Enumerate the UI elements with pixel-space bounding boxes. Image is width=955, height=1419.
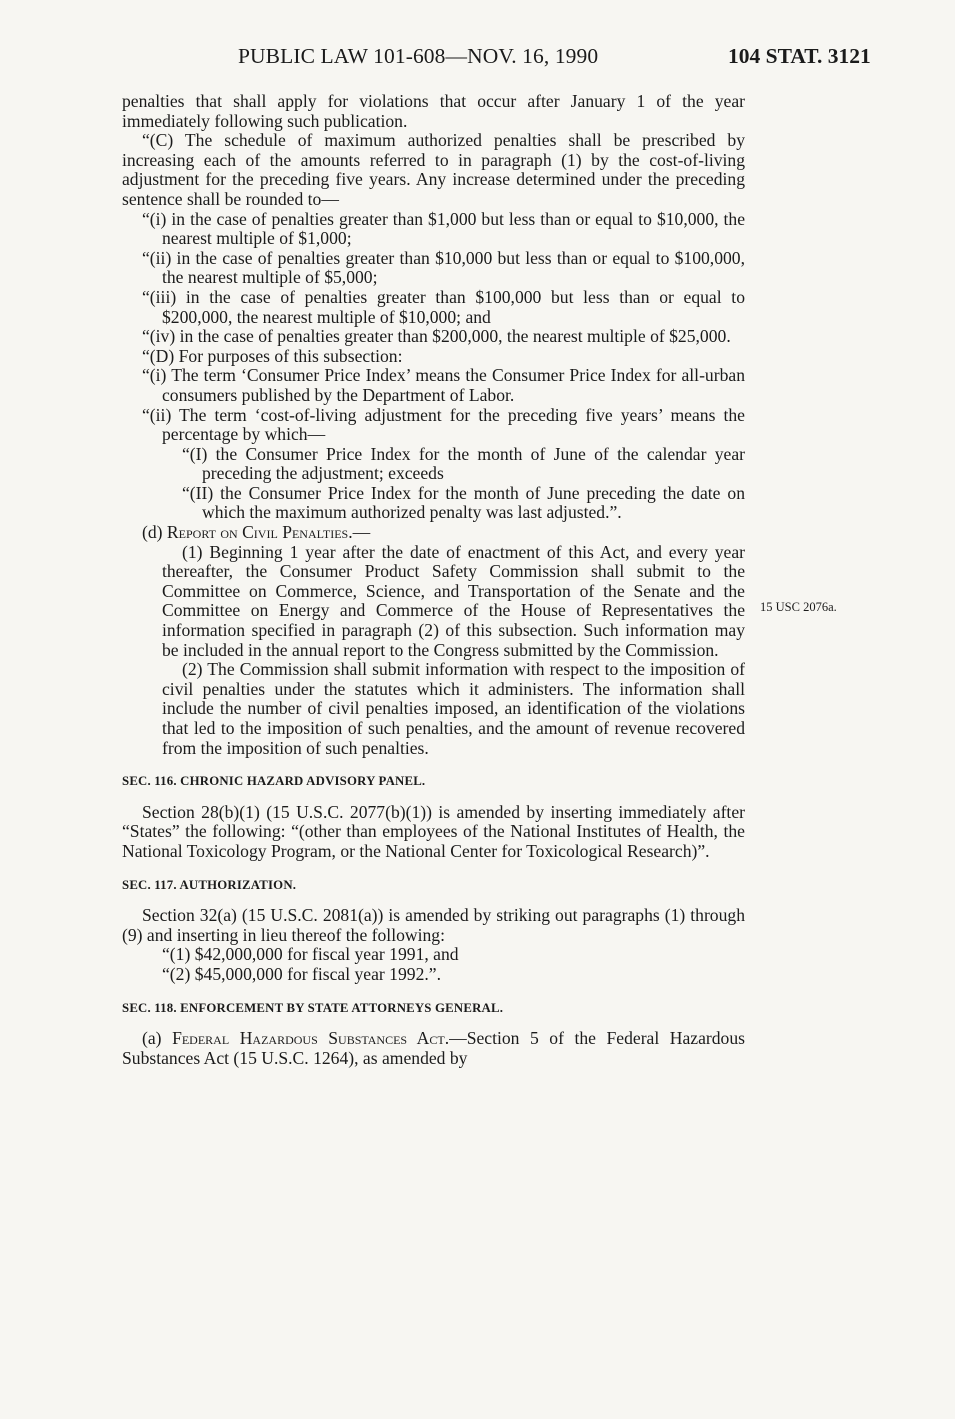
subsection-label: (a) [142,1028,162,1049]
section-text: Section 28(b)(1) (15 U.S.C. 2077(b)(1)) is amended by inserting immediately after “States” the following: “(other than employees of the National Institutes of Health, the National Toxicology Program, or the National Center for Toxicological Research)”. [122,801,745,861]
clause: “(ii) in the case of penalties greater than $10,000 but less than or equal to $100,000, the nearest multiple of $5,000; [142,247,745,288]
clause: “(ii) The term ‘cost-of-living adjustment for the preceding five years’ means the percentage by which— [142,404,745,445]
margin-citation: 15 USC 2076a. [760,600,837,614]
section-heading: SEC. 118. ENFORCEMENT BY STATE ATTORNEYS GENERAL. [122,1000,504,1015]
subsection-text: —Section 5 of the Federal Hazardous Substances Act (15 U.S.C. 1264), as amended by [122,1028,745,1068]
section-text [122,1029,745,1068]
subsection-title: Federal Hazardous Substances Act. [172,1028,450,1049]
page-header [0,44,955,74]
clause: “(iii) in the case of penalties greater than $100,000 but less than or equal to $200,000, the nearest multiple of $10,000; and [142,286,745,327]
section-heading: SEC. 116. CHRONIC HAZARD ADVISORY PANEL. [122,774,426,789]
paragraph: “(D) For purposes of this subsection: [142,345,403,366]
paragraph: (1) Beginning 1 year after the date of enactment of this Act, and every year thereafter, the Consumer Product Safety Commission shall submit to the Committee on Commerce, Science, and Transportation of the Senate and the Committee on Energy and Commerce of the House of Representatives the information specified in paragraph (2) of this subsection. Such information may be included in the annual report to the Congress submitted by the Commission. [162,541,745,660]
subclause: “(I) the Consumer Price Index for the month of June of the calendar year preceding the adjustment; exceeds [182,443,745,484]
clause: “(i) The term ‘Consumer Price Index’ means the Consumer Price Index for all-urban consumers published by the Department of Labor. [142,365,745,405]
paragraph: (2) The Commission shall submit information with respect to the imposition of civil penalties under the statutes which it administers. The information shall include the number of civil penalties imposed, an identification of the violations that led to the imposition of such penalties, and the amount of revenue recovered from the imposition of such penalties. [162,659,745,758]
section-text: Section 32(a) (15 U.S.C. 2081(a)) is amended by striking out paragraphs (1) through (9) and inserting in lieu thereof the following: [122,905,745,945]
subclause: “(II) the Consumer Price Index for the month of June preceding the date on which the maximum authorized penalty was last adjusted.”. [182,482,745,523]
section-heading: SEC. 117. AUTHORIZATION. [122,877,297,892]
list-item: “(2) $45,000,000 for fiscal year 1992.”. [162,963,441,984]
clause: “(i) in the case of penalties greater than $1,000 but less than or equal to $10,000, the nearest multiple of $1,000; [142,208,745,249]
paragraph: “(C) The schedule of maximum authorized penalties shall be prescribed by increasing each of the amounts referred to in paragraph (1) by the cost-of-living adjustment for the preceding five years. Any increase determined under the preceding sentence shall be rounded to— [122,130,745,209]
header-stat: 104 STAT. 3121 [728,44,871,68]
subsection-heading [122,523,745,543]
list-item: “(1) $42,000,000 for fiscal year 1991, and [162,944,459,965]
document-body [122,92,745,1068]
clause: “(iv) in the case of penalties greater than $200,000, the nearest multiple of $25,000. [142,326,731,347]
subsection-label: (d) [142,522,163,543]
paragraph: penalties that shall apply for violations that occur after January 1 of the year immediately following such publication. [122,91,745,131]
subsection-title: Report on Civil Penalties.— [166,522,371,543]
header-title: PUBLIC LAW 101-608—NOV. 16, 1990 [238,44,599,68]
